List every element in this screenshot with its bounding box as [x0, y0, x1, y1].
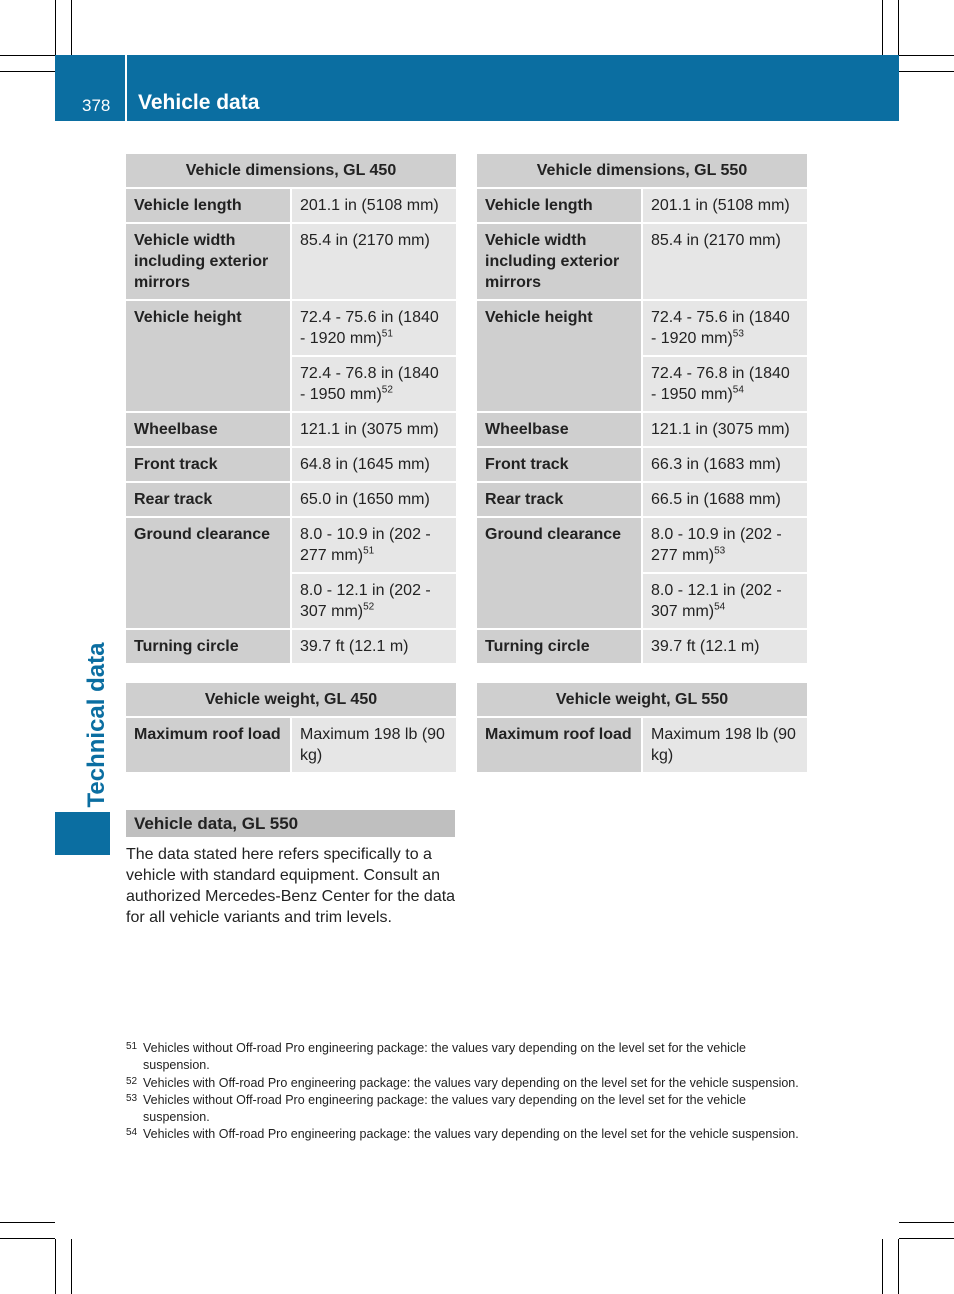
footnote-number: 53 — [126, 1092, 138, 1104]
table-row — [477, 629, 807, 664]
row-value: 72.4 - 75.6 in (1840 - 1920 mm)$^{53}$ — [642, 300, 807, 356]
footnote-ref: 51 — [363, 545, 375, 557]
footnote-number: 51 — [126, 1041, 138, 1052]
table-row — [477, 482, 807, 517]
row-label: Rear track — [477, 482, 642, 517]
crop-mark — [55, 0, 56, 55]
table-row — [126, 188, 456, 223]
footnote-ref: 54 — [714, 601, 726, 613]
table-row — [477, 300, 807, 356]
row-value: 39.7 ft (12.1 m) — [642, 629, 807, 664]
row-value: 201.1 in (5108 mm) — [642, 188, 807, 223]
row-label: Maximum roof load — [126, 717, 291, 773]
row-value: 121.1 in (3075 mm) — [642, 412, 807, 447]
crop-mark — [0, 71, 55, 72]
crop-mark — [898, 0, 899, 55]
footnote-ref: 52 — [363, 601, 375, 613]
row-value: Maximum 198 lb (90 kg) — [642, 717, 807, 773]
side-tab-marker — [55, 812, 110, 855]
footnote — [126, 1126, 816, 1143]
footnote-text: Vehicles with Off-road Pro engineering package: the values vary depending on the level set for the vehicle suspension. — [143, 1127, 799, 1142]
table-row — [477, 412, 807, 447]
weight-gl450-table — [126, 683, 456, 774]
footnotes — [126, 1040, 816, 1144]
table-row — [477, 517, 807, 573]
section-heading: Vehicle data, GL 550 — [126, 810, 455, 837]
crop-mark — [0, 55, 55, 56]
crop-mark — [0, 1238, 55, 1239]
footnote — [126, 1092, 816, 1127]
row-label: Vehicle length — [477, 188, 642, 223]
crop-mark — [55, 1239, 56, 1294]
table-row — [126, 517, 456, 573]
page-title: Vehicle data — [138, 91, 260, 114]
table-row — [477, 447, 807, 482]
row-label: Ground clearance — [477, 517, 642, 629]
footnote-text: Vehicles with Off-road Pro engineering package: the values vary depending on the level set for the vehicle suspension. — [143, 1075, 799, 1090]
row-value: 66.5 in (1688 mm) — [642, 482, 807, 517]
table-row — [477, 188, 807, 223]
crop-mark — [899, 1238, 954, 1239]
row-label: Vehicle height — [477, 300, 642, 412]
footnote-ref: 53 — [732, 328, 744, 340]
footnote — [126, 1075, 816, 1092]
table-title: Vehicle dimensions, GL 550 — [477, 154, 807, 188]
footnote-ref: 53 — [714, 545, 726, 557]
crop-mark — [0, 1222, 55, 1223]
crop-mark — [899, 1222, 954, 1223]
dimensions-gl450-table — [126, 154, 456, 665]
row-label: Turning circle — [477, 629, 642, 664]
crop-mark — [899, 55, 954, 56]
row-value: 72.4 - 76.8 in (1840 - 1950 mm)$^{52}$ — [291, 356, 456, 412]
page-header — [55, 55, 899, 121]
row-label: Ground clearance — [126, 517, 291, 629]
table-row — [477, 717, 807, 773]
row-value: 39.7 ft (12.1 m) — [291, 629, 456, 664]
row-value: 201.1 in (5108 mm) — [291, 188, 456, 223]
row-value: 66.3 in (1683 mm) — [642, 447, 807, 482]
side-tab-label: Technical data — [83, 642, 110, 808]
crop-mark — [882, 1239, 883, 1294]
footnote — [126, 1040, 816, 1075]
row-value: 8.0 - 12.1 in (202 - 307 mm)$^{52}$ — [291, 573, 456, 629]
dimensions-gl550-table — [477, 154, 807, 665]
table-row — [477, 223, 807, 300]
row-value: 8.0 - 10.9 in (202 - 277 mm)$^{53}$ — [642, 517, 807, 573]
row-value: 121.1 in (3075 mm) — [291, 412, 456, 447]
row-label: Turning circle — [126, 629, 291, 664]
table-row — [126, 300, 456, 356]
crop-mark — [71, 1239, 72, 1294]
row-label: Vehicle width including exterior mirrors — [126, 223, 291, 300]
row-label: Wheelbase — [477, 412, 642, 447]
header-divider — [125, 55, 127, 121]
crop-mark — [882, 0, 883, 55]
row-value: 72.4 - 76.8 in (1840 - 1950 mm)$^{54}$ — [642, 356, 807, 412]
footnote-ref: 54 — [732, 384, 744, 396]
row-value: 8.0 - 10.9 in (202 - 277 mm)$^{51}$ — [291, 517, 456, 573]
table-row — [126, 629, 456, 664]
footnote-number: 54 — [126, 1127, 138, 1139]
row-label: Front track — [477, 447, 642, 482]
row-value: 65.0 in (1650 mm) — [291, 482, 456, 517]
table-row — [126, 717, 456, 773]
row-label: Rear track — [126, 482, 291, 517]
footnote-number: 52 — [126, 1075, 138, 1087]
row-label: Wheelbase — [126, 412, 291, 447]
row-value: 72.4 - 75.6 in (1840 - 1920 mm)$^{51}$ — [291, 300, 456, 356]
table-row — [126, 482, 456, 517]
footnote-text: Vehicles without Off-road Pro engineering package: the values vary depending on the level set for the vehicle suspension. — [143, 1092, 746, 1125]
row-value: 64.8 in (1645 mm) — [291, 447, 456, 482]
table-title: Vehicle weight, GL 550 — [477, 683, 807, 717]
footnote-ref: 51 — [381, 328, 393, 340]
table-row — [126, 447, 456, 482]
row-value: Maximum 198 lb (90 kg) — [291, 717, 456, 773]
table-title: Vehicle weight, GL 450 — [126, 683, 456, 717]
section-body: The data stated here refers specifically to a vehicle with standard equipment. Consult an authorized Mercedes-Benz Center for the data for all vehicle variants and trim levels. — [126, 846, 456, 926]
table-title: Vehicle dimensions, GL 450 — [126, 154, 456, 188]
footnote-text: Vehicles without Off-road Pro engineering package: the values vary depending on the level set for the vehicle suspension. — [143, 1041, 746, 1073]
row-label: Vehicle width including exterior mirrors — [477, 223, 642, 300]
row-value: 85.4 in (2170 mm) — [291, 223, 456, 300]
page-number: 378 — [82, 96, 111, 115]
footnote-ref: 52 — [381, 384, 393, 396]
weight-gl550-table — [477, 683, 807, 774]
crop-mark — [898, 1239, 899, 1294]
row-label: Front track — [126, 447, 291, 482]
row-value: 8.0 - 12.1 in (202 - 307 mm)$^{54}$ — [642, 573, 807, 629]
row-value: 85.4 in (2170 mm) — [642, 223, 807, 300]
crop-mark — [899, 71, 954, 72]
row-label: Maximum roof load — [477, 717, 642, 773]
crop-mark — [71, 0, 72, 55]
table-row — [126, 223, 456, 300]
row-label: Vehicle height — [126, 300, 291, 412]
row-label: Vehicle length — [126, 188, 291, 223]
table-row — [126, 412, 456, 447]
